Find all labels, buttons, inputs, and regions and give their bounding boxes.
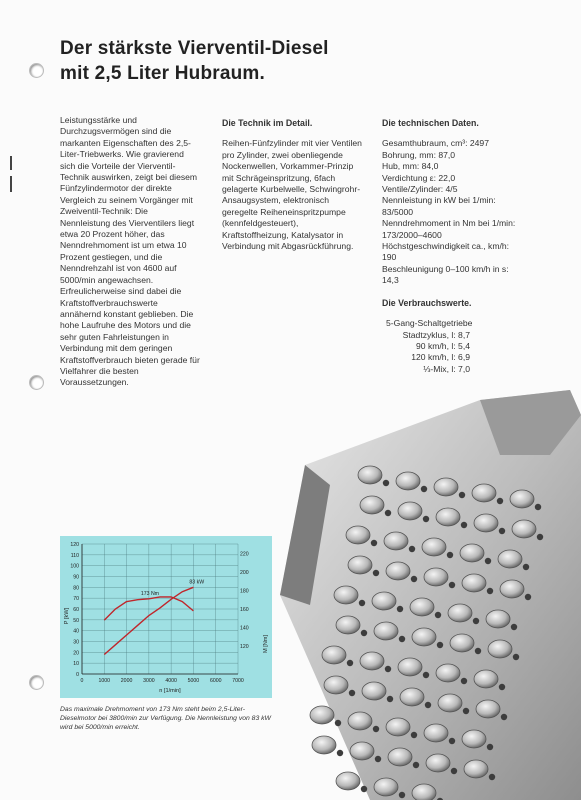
bolt-hole — [347, 660, 353, 666]
spec-line: Verdichtung ε: 22,0 — [382, 172, 456, 183]
bolt-hole — [499, 528, 505, 534]
valve-seat — [438, 694, 462, 712]
bolt-hole — [375, 756, 381, 762]
valve-seat — [360, 496, 384, 514]
bolt-hole — [535, 504, 541, 510]
series-label: 83 kW — [189, 579, 205, 586]
valve-seat — [476, 700, 500, 718]
consumption-line: ⅓-Mix, l: 7,0 — [423, 363, 470, 374]
valve-seat — [374, 778, 398, 796]
spec-list — [382, 138, 532, 286]
valve-seat — [412, 628, 436, 646]
bolt-hole — [449, 738, 455, 744]
valve-seat — [498, 550, 522, 568]
technik-text: Reihen-Fünfzylinder mit vier Ventilen pro Zylinder, zwei obenliegende Nockenwellen, Vorkammer-Prinzip mit Schrägeinspritzung, 6fach gelagerte Kurbelwelle, Schwingrohr-Ansaugsystem, elektronisch geregelte Reiheneinspritzpumpe (kennfeldgesteuert), Kraftstoffheizung, Katalysator in Verbindung mit Abgasrückführung. — [222, 138, 362, 252]
verbrauch-heading: Die Verbrauchswerte. — [382, 297, 472, 308]
valve-seat — [362, 682, 386, 700]
bolt-hole — [487, 588, 493, 594]
x-tick-label: 2000 — [120, 678, 133, 684]
bolt-hole — [461, 522, 467, 528]
bolt-hole — [335, 720, 341, 726]
bolt-hole — [361, 786, 367, 792]
valve-seat — [512, 520, 536, 538]
intro-text: Leistungsstärke und Durchzugsvermögen sind die markanten Eigenschaften des 2,5-Liter-Triebwerks. Wie gravierend sich die Vorteile der Vierventil-Technik auswirken, zeigt bei diesem Fünfzylindermotor der direkte Vergleich zu seinem Vorgänger mit Zweiventil-Technik: Die Nennleistung des Vierventilers liegt etwa 20 Prozent höher, das Nenndrehmoment ist um etwa 10 Prozent gestiegen, und die Nenndrehzahl ist von 4600 auf 5000/min angewachsen. Erfreulicherweise sind dabei die Kraftstoffverbrauchswerte annähernd konstant geblieben. Die hohe Laufruhe des Motors und die sehr guten Fahrleistungen in Verbindung mit dem geringen Kraftstoffverbrauch bieten gerade für Vielfahrer die besten Voraussetzungen. — [60, 115, 200, 388]
bolt-hole — [451, 768, 457, 774]
y-left-tick-label: 70 — [73, 596, 79, 603]
power-torque-chart — [60, 536, 272, 698]
bolt-hole — [513, 654, 519, 660]
x-tick-label: 1000 — [98, 678, 111, 684]
spec-line: 190 — [382, 252, 397, 263]
spec-line: 83/5000 — [382, 206, 414, 217]
valve-seat — [322, 646, 346, 664]
chart-caption: Das maximale Drehmoment von 173 Nm steht beim 2,5-Liter-Dieselmotor bei 3800/min zur Verfügung. Die Nennleistung von 83 kW wird bei 5000/min erreicht. — [60, 706, 271, 731]
bolt-hole — [459, 492, 465, 498]
bolt-hole — [499, 684, 505, 690]
bolt-hole — [497, 498, 503, 504]
daten-heading: Die technischen Daten. — [382, 118, 479, 128]
bolt-hole — [397, 606, 403, 612]
valve-seat — [510, 490, 534, 508]
valve-seat — [346, 526, 370, 544]
valve-seat — [464, 760, 488, 778]
bolt-hole — [387, 696, 393, 702]
valve-seat — [310, 706, 334, 724]
x-tick-label: 5000 — [187, 678, 200, 684]
bolt-hole — [361, 630, 367, 636]
valve-seat — [312, 736, 336, 754]
bolt-hole — [349, 690, 355, 696]
y-left-tick-label: 0 — [76, 672, 79, 678]
bolt-hole — [487, 744, 493, 750]
y-right-axis-label: M [Nm] — [263, 634, 269, 654]
x-axis-label: n [1/min] — [159, 688, 181, 694]
bolt-hole — [399, 636, 405, 642]
valve-seat — [372, 592, 396, 610]
y-left-tick-label: 80 — [73, 585, 79, 592]
y-left-tick-label: 110 — [70, 552, 79, 559]
margin-mark — [10, 156, 12, 170]
x-tick-label: 4000 — [165, 678, 177, 684]
y-right-tick-label: 120 — [240, 644, 249, 651]
bolt-hole — [399, 792, 405, 798]
bolt-hole — [385, 666, 391, 672]
consumption-line: 120 km/h, l: 6,9 — [411, 352, 470, 363]
valve-seat — [426, 754, 450, 772]
consumption-line: Stadtzyklus, l: 8,7 — [402, 329, 470, 340]
y-left-tick-label: 50 — [73, 617, 79, 624]
valve-seat — [450, 634, 474, 652]
bolt-hole — [525, 594, 531, 600]
bolt-hole — [423, 516, 429, 522]
valve-seat — [486, 610, 510, 628]
bolt-hole — [425, 702, 431, 708]
valve-seat — [500, 580, 524, 598]
bolt-hole — [359, 600, 365, 606]
y-right-tick-label: 220 — [240, 551, 249, 558]
bolt-hole — [523, 564, 529, 570]
chart-svg — [60, 536, 272, 698]
valve-seat — [424, 568, 448, 586]
bolt-hole — [413, 762, 419, 768]
y-left-tick-label: 30 — [73, 639, 79, 646]
valve-seat — [448, 604, 472, 622]
bolt-hole — [371, 540, 377, 546]
punch-hole — [30, 64, 43, 77]
valve-seat — [474, 514, 498, 532]
valve-seat — [358, 466, 382, 484]
spec-line: Gesamthubraum, cm³: 2497 — [382, 138, 489, 149]
page-title — [60, 36, 329, 86]
valve-seat — [360, 652, 384, 670]
bolt-hole — [421, 486, 427, 492]
bolt-hole — [435, 612, 441, 618]
y-left-tick-label: 20 — [73, 650, 79, 657]
consumption-line: 5-Gang-Schaltgetriebe — [386, 318, 473, 329]
bolt-hole — [489, 774, 495, 780]
valve-seat — [386, 562, 410, 580]
valve-seat — [422, 538, 446, 556]
valve-seat — [336, 772, 360, 790]
bolt-hole — [511, 624, 517, 630]
y-right-tick-label: 200 — [240, 569, 249, 576]
bolt-hole — [411, 732, 417, 738]
x-tick-label: 3000 — [143, 678, 155, 684]
bolt-hole — [373, 570, 379, 576]
spec-line: 14,3 — [382, 275, 399, 286]
spec-line: Höchstgeschwindigkeit ca., km/h: — [382, 241, 510, 252]
spec-line: Bohrung, mm: 87,0 — [382, 149, 456, 160]
valve-seat — [436, 664, 460, 682]
series-label: 173 Nm — [140, 590, 160, 597]
y-left-tick-label: 60 — [73, 607, 79, 613]
x-tick-label: 0 — [80, 678, 84, 684]
daten-column — [382, 118, 532, 375]
y-left-axis-label: P [kW] — [64, 607, 70, 625]
valve-seat — [412, 784, 436, 800]
valve-seat — [434, 478, 458, 496]
spec-line: Ventile/Zylinder: 4/5 — [382, 184, 458, 195]
valve-seat — [324, 676, 348, 694]
y-left-tick-label: 100 — [70, 563, 79, 570]
y-left-tick-label: 10 — [73, 661, 79, 668]
valve-seat — [460, 544, 484, 562]
valve-seat — [388, 748, 412, 766]
x-tick-label: 7000 — [232, 678, 244, 684]
consumption-line: 90 km/h, l: 5,4 — [416, 340, 470, 351]
y-right-tick-label: 140 — [240, 625, 249, 632]
spec-line: 173/2000–4600 — [382, 229, 442, 240]
y-left-tick-label: 120 — [70, 542, 79, 548]
valve-seat — [396, 472, 420, 490]
valve-seat — [436, 508, 460, 526]
bolt-hole — [461, 678, 467, 684]
bolt-hole — [473, 618, 479, 624]
intro-column — [60, 115, 200, 389]
bolt-hole — [337, 750, 343, 756]
bolt-hole — [423, 672, 429, 678]
valve-seat — [398, 502, 422, 520]
valve-seat — [348, 556, 372, 574]
valve-seat — [336, 616, 360, 634]
valve-seat — [384, 532, 408, 550]
punch-hole — [30, 376, 43, 389]
valve-seat — [410, 598, 434, 616]
valve-seat — [374, 622, 398, 640]
bolt-hole — [437, 642, 443, 648]
valve-seat — [348, 712, 372, 730]
valve-seat — [424, 724, 448, 742]
cylinder-head-image — [250, 345, 581, 800]
bolt-hole — [409, 546, 415, 552]
y-right-tick-label: 180 — [240, 588, 249, 595]
y-left-tick-label: 40 — [73, 628, 79, 635]
valve-seat — [386, 718, 410, 736]
punch-hole — [30, 676, 43, 689]
x-tick-label: 6000 — [209, 678, 222, 684]
valve-seat — [334, 586, 358, 604]
bolt-hole — [447, 552, 453, 558]
bolt-hole — [537, 534, 543, 540]
title-line-2: mit 2,5 Liter Hubraum. — [60, 63, 265, 84]
valve-seat — [474, 670, 498, 688]
spec-line: Hub, mm: 84,0 — [382, 161, 439, 172]
bolt-hole — [485, 558, 491, 564]
bolt-hole — [411, 576, 417, 582]
bolt-hole — [463, 708, 469, 714]
spec-line: Nennleistung in kW bei 1/min: — [382, 195, 496, 206]
valve-seat — [400, 688, 424, 706]
bolt-hole — [373, 726, 379, 732]
bolt-hole — [385, 510, 391, 516]
valve-seat — [462, 730, 486, 748]
valve-seat — [350, 742, 374, 760]
bolt-hole — [475, 648, 481, 654]
valve-seat — [488, 640, 512, 658]
spec-line: Nenndrehmoment in Nm bei 1/min: — [382, 218, 516, 229]
technik-column — [222, 118, 362, 252]
bolt-hole — [383, 480, 389, 486]
valve-seat — [472, 484, 496, 502]
y-left-tick-label: 90 — [73, 574, 79, 581]
margin-mark — [10, 176, 12, 192]
technik-heading: Die Technik im Detail. — [222, 118, 313, 128]
y-right-tick-label: 160 — [240, 607, 249, 613]
valve-seat — [462, 574, 486, 592]
bolt-hole — [501, 714, 507, 720]
spec-line: Beschleunigung 0–100 km/h in s: — [382, 263, 509, 274]
bolt-hole — [449, 582, 455, 588]
valve-seat — [398, 658, 422, 676]
title-line-1: Der stärkste Vierventil-Diesel — [60, 38, 329, 59]
